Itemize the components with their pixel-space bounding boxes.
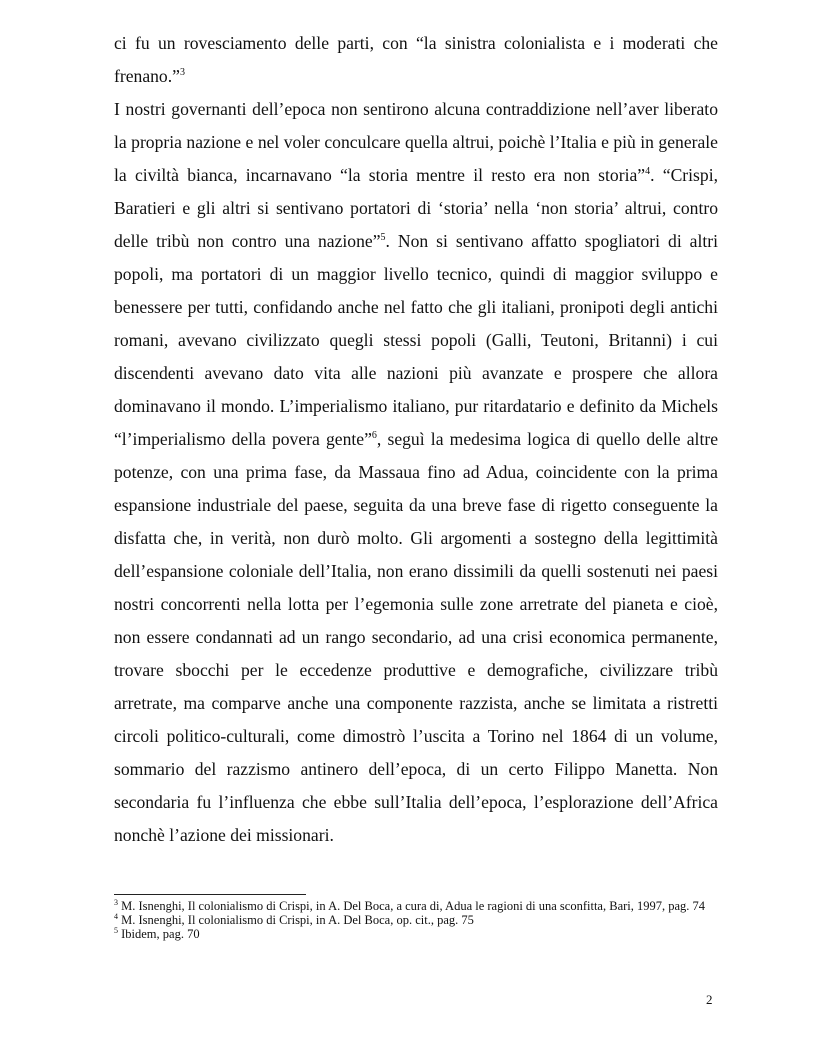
text-run: . Non si sentivano affatto spogliatori di altri popoli, ma portatori di un maggior livello tecnico, quindi di maggior sviluppo e benessere per tutti, confidando anche nel fatto che gli italiani, pronipoti degli antichi romani, avevano civilizzato quegli stessi popoli (Galli, Teutoni, Britanni) i cui discendenti avevano dato vita alle nazioni più avanzate e prospere che allora dominavano il mondo. L’imperialismo italiano, pur ritardatario e definito da Michels “l’imperialismo della povera gente” [114,231,719,449]
footnote-number: 5 [114,925,118,935]
text-run: ci fu un rovesciamento delle parti, con “la sinistra colonialista e i moderati che frenano.” [114,33,718,86]
footnotes [114,899,718,941]
footnote-ref: 5 [380,232,386,244]
footnote-ref: 6 [371,430,377,442]
footnote [114,927,718,941]
footnote-number: 4 [114,911,118,921]
footnote-ref: 4 [645,166,651,178]
paragraph [114,27,718,93]
footnote-text: M. Isnenghi, Il colonialismo di Crispi, in A. Del Boca, a cura di, Adua le ragioni di una sconfitta, Bari, 1997, pag. 74 [118,899,706,913]
paragraph [114,93,718,852]
text-run: I nostri governanti dell’epoca non sentirono alcuna contraddizione nell’aver liberato la propria nazione e nel voler conculcare quella altrui, poichè l’Italia e più in generale la civiltà bianca, incarnavano “la storia mentre il resto era non storia” [114,99,718,185]
footnote-ref: 3 [179,67,185,79]
page-number: 2 [706,992,713,1007]
footnote-text: M. Isnenghi, Il colonialismo di Crispi, in A. Del Boca, op. cit., pag. 75 [118,913,474,927]
footnote [114,913,718,927]
footnote-separator [114,894,306,895]
body-text [114,27,718,852]
footnote-text: Ibidem, pag. 70 [118,927,200,941]
footnote-number: 3 [114,897,118,907]
text-run: , seguì la medesima logica di quello delle altre potenze, con una prima fase, da Massaua fino ad Adua, coincidente con la prima espansione industriale del paese, seguita da una breve fase di rigetto conseguente la disfatta che, in verità, non durò molto. Gli argomenti a sostegno della legittimità dell’espansione coloniale dell’Italia, non erano dissimili da quelli sostenuti nei paesi nostri concorrenti nella lotta per l’egemonia sulle zone arretrate del pianeta e cioè, non essere condannati ad un rango secondario, ad una crisi economica permanente, trovare sbocchi per le eccedenze produttive e demografiche, civilizzare tribù arretrate, ma comparve anche una componente razzista, anche se limitata a ristretti circoli politico-culturali, come dimostrò l’uscita a Torino nel 1864 di un volume, sommario del razzismo antinero dell’epoca, di un certo Filippo Manetta. Non secondaria fu l’influenza che ebbe sull’Italia dell’epoca, l’esplorazione dell’Africa nonchè l’azione dei missionari. [114,429,718,845]
text-run: . “Crispi, Baratieri e gli altri si sentivano portatori di ‘storia’ nella ‘non storia’ altrui, contro delle tribù non contro una nazione” [114,165,718,251]
footnote [114,899,718,913]
